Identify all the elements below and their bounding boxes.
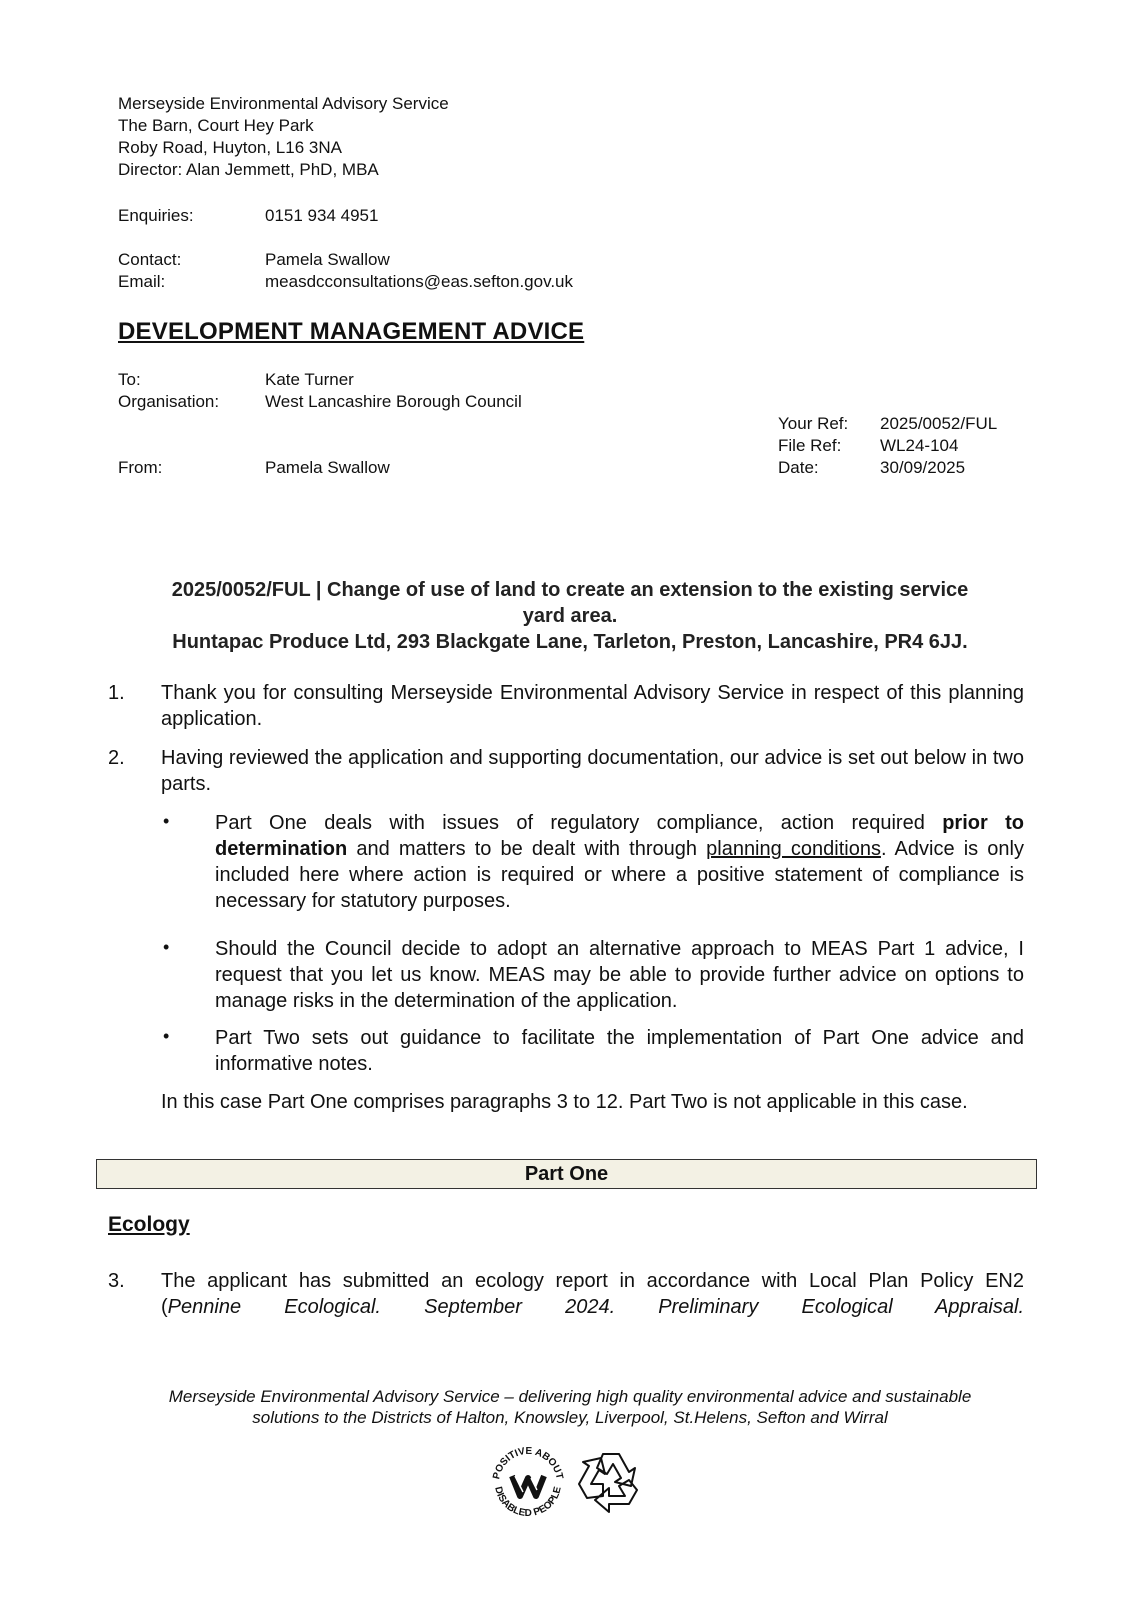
paragraph-3 (161, 1268, 1024, 1320)
paragraph-3-citation: Pennine Ecological. September 2024. Preliminary Ecological Appraisal. (167, 1296, 1024, 1318)
planning-conditions-link[interactable]: planning conditions (706, 838, 881, 860)
your-ref-value: 2025/0052/FUL (880, 414, 998, 433)
paragraph-2: Having reviewed the application and supporting documentation, our advice is set out below in two parts. (161, 747, 1024, 795)
bullet-1 (215, 810, 1024, 914)
bullet-3: Part Two sets out guidance to facilitate the implementation of Part One advice and informative notes. (215, 1027, 1024, 1075)
subject-line-2: yard area. (522, 605, 618, 627)
ecology-heading: Ecology (108, 1213, 190, 1236)
badge-bottom-text: DISABLED PEOPLE (492, 1485, 564, 1520)
sender-address-1: The Barn, Court Hey Park (118, 116, 314, 135)
bullet-1-text-b: and matters to be dealt with through (347, 838, 707, 860)
footer-line-2: solutions to the Districts of Halton, Knowsley, Liverpool, St.Helens, Sefton and Wirral (252, 1408, 888, 1427)
date-value: 30/09/2025 (880, 458, 966, 477)
document-title: DEVELOPMENT MANAGEMENT ADVICE (118, 318, 585, 345)
sender-address-2: Roby Road, Huyton, L16 3NA (118, 138, 342, 157)
subject-line-1: 2025/0052/FUL | Change of use of land to create an extension to the existing service (171, 579, 969, 601)
your-ref-label: Your Ref: (778, 414, 849, 433)
subject-line-3: Huntapac Produce Ltd, 293 Blackgate Lane, Tarleton, Preston, Lancashire, PR4 6JJ. (172, 631, 968, 653)
footer-line-1: Merseyside Environmental Advisory Service – delivering high quality environmental advice and sustainable (168, 1387, 972, 1406)
sender-director: Director: Alan Jemmett, PhD, MBA (118, 160, 379, 179)
email-label: Email: (118, 272, 166, 291)
bullet-1-marker: • (163, 811, 170, 831)
organisation-value: West Lancashire Borough Council (265, 392, 522, 411)
bullet-3-marker: • (163, 1026, 170, 1046)
organisation-label: Organisation: (118, 392, 220, 411)
enquiries-label: Enquiries: (118, 206, 194, 225)
enquiries-value: 0151 934 4951 (265, 206, 379, 225)
bullet-1-text-c: . Advice is only included here where action is required or where a positive statement of compliance is necessary for statutory purposes. (215, 838, 1024, 912)
paragraph-2-number: 2. (108, 747, 125, 769)
bullet-1-text-a: Part One deals with issues of regulatory compliance, action required (215, 812, 943, 834)
svg-text:DISABLED PEOPLE (492, 1485, 564, 1519)
to-label: To: (118, 370, 141, 389)
bullet-2: Should the Council decide to adopt an alternative approach to MEAS Part 1 advice, I request that you let us know. MEAS may be able to provide further advice on options to manage risks in the determination of the application. (215, 938, 1024, 1012)
application-subject (100, 577, 1040, 655)
paragraph-3-text: The applicant has submitted an ecology report in accordance with Local Plan Policy EN2 ( (161, 1270, 1024, 1318)
sender-org: Merseyside Environmental Advisory Service (118, 94, 449, 113)
file-ref-value: WL24-104 (880, 436, 959, 455)
bullet-1-bold: prior to determination (215, 812, 1024, 860)
file-ref-label: File Ref: (778, 436, 842, 455)
contact-value: Pamela Swallow (265, 250, 390, 269)
bullet-2-marker: • (163, 937, 170, 957)
paragraph-3-number: 3. (108, 1270, 125, 1292)
date-label: Date: (778, 458, 819, 477)
recycling-icon (573, 1446, 649, 1520)
to-value: Kate Turner (265, 370, 354, 389)
from-value: Pamela Swallow (265, 458, 390, 477)
paragraph-1-number: 1. (108, 682, 125, 704)
footer-text (100, 1386, 1040, 1428)
positive-about-disabled-people-logo (485, 1440, 571, 1526)
paragraph-1: Thank you for consulting Merseyside Environmental Advisory Service in respect of this planning application. (161, 682, 1024, 730)
email-value: measdcconsultations@eas.sefton.gov.uk (265, 272, 574, 291)
paragraph-2-close: In this case Part One comprises paragraphs 3 to 12. Part Two is not applicable in this case. (161, 1091, 968, 1113)
part-one-heading: Part One (96, 1159, 1037, 1189)
from-label: From: (118, 458, 163, 477)
contact-label: Contact: (118, 250, 182, 269)
badge-top-text: POSITIVE ABOUT (491, 1445, 565, 1481)
